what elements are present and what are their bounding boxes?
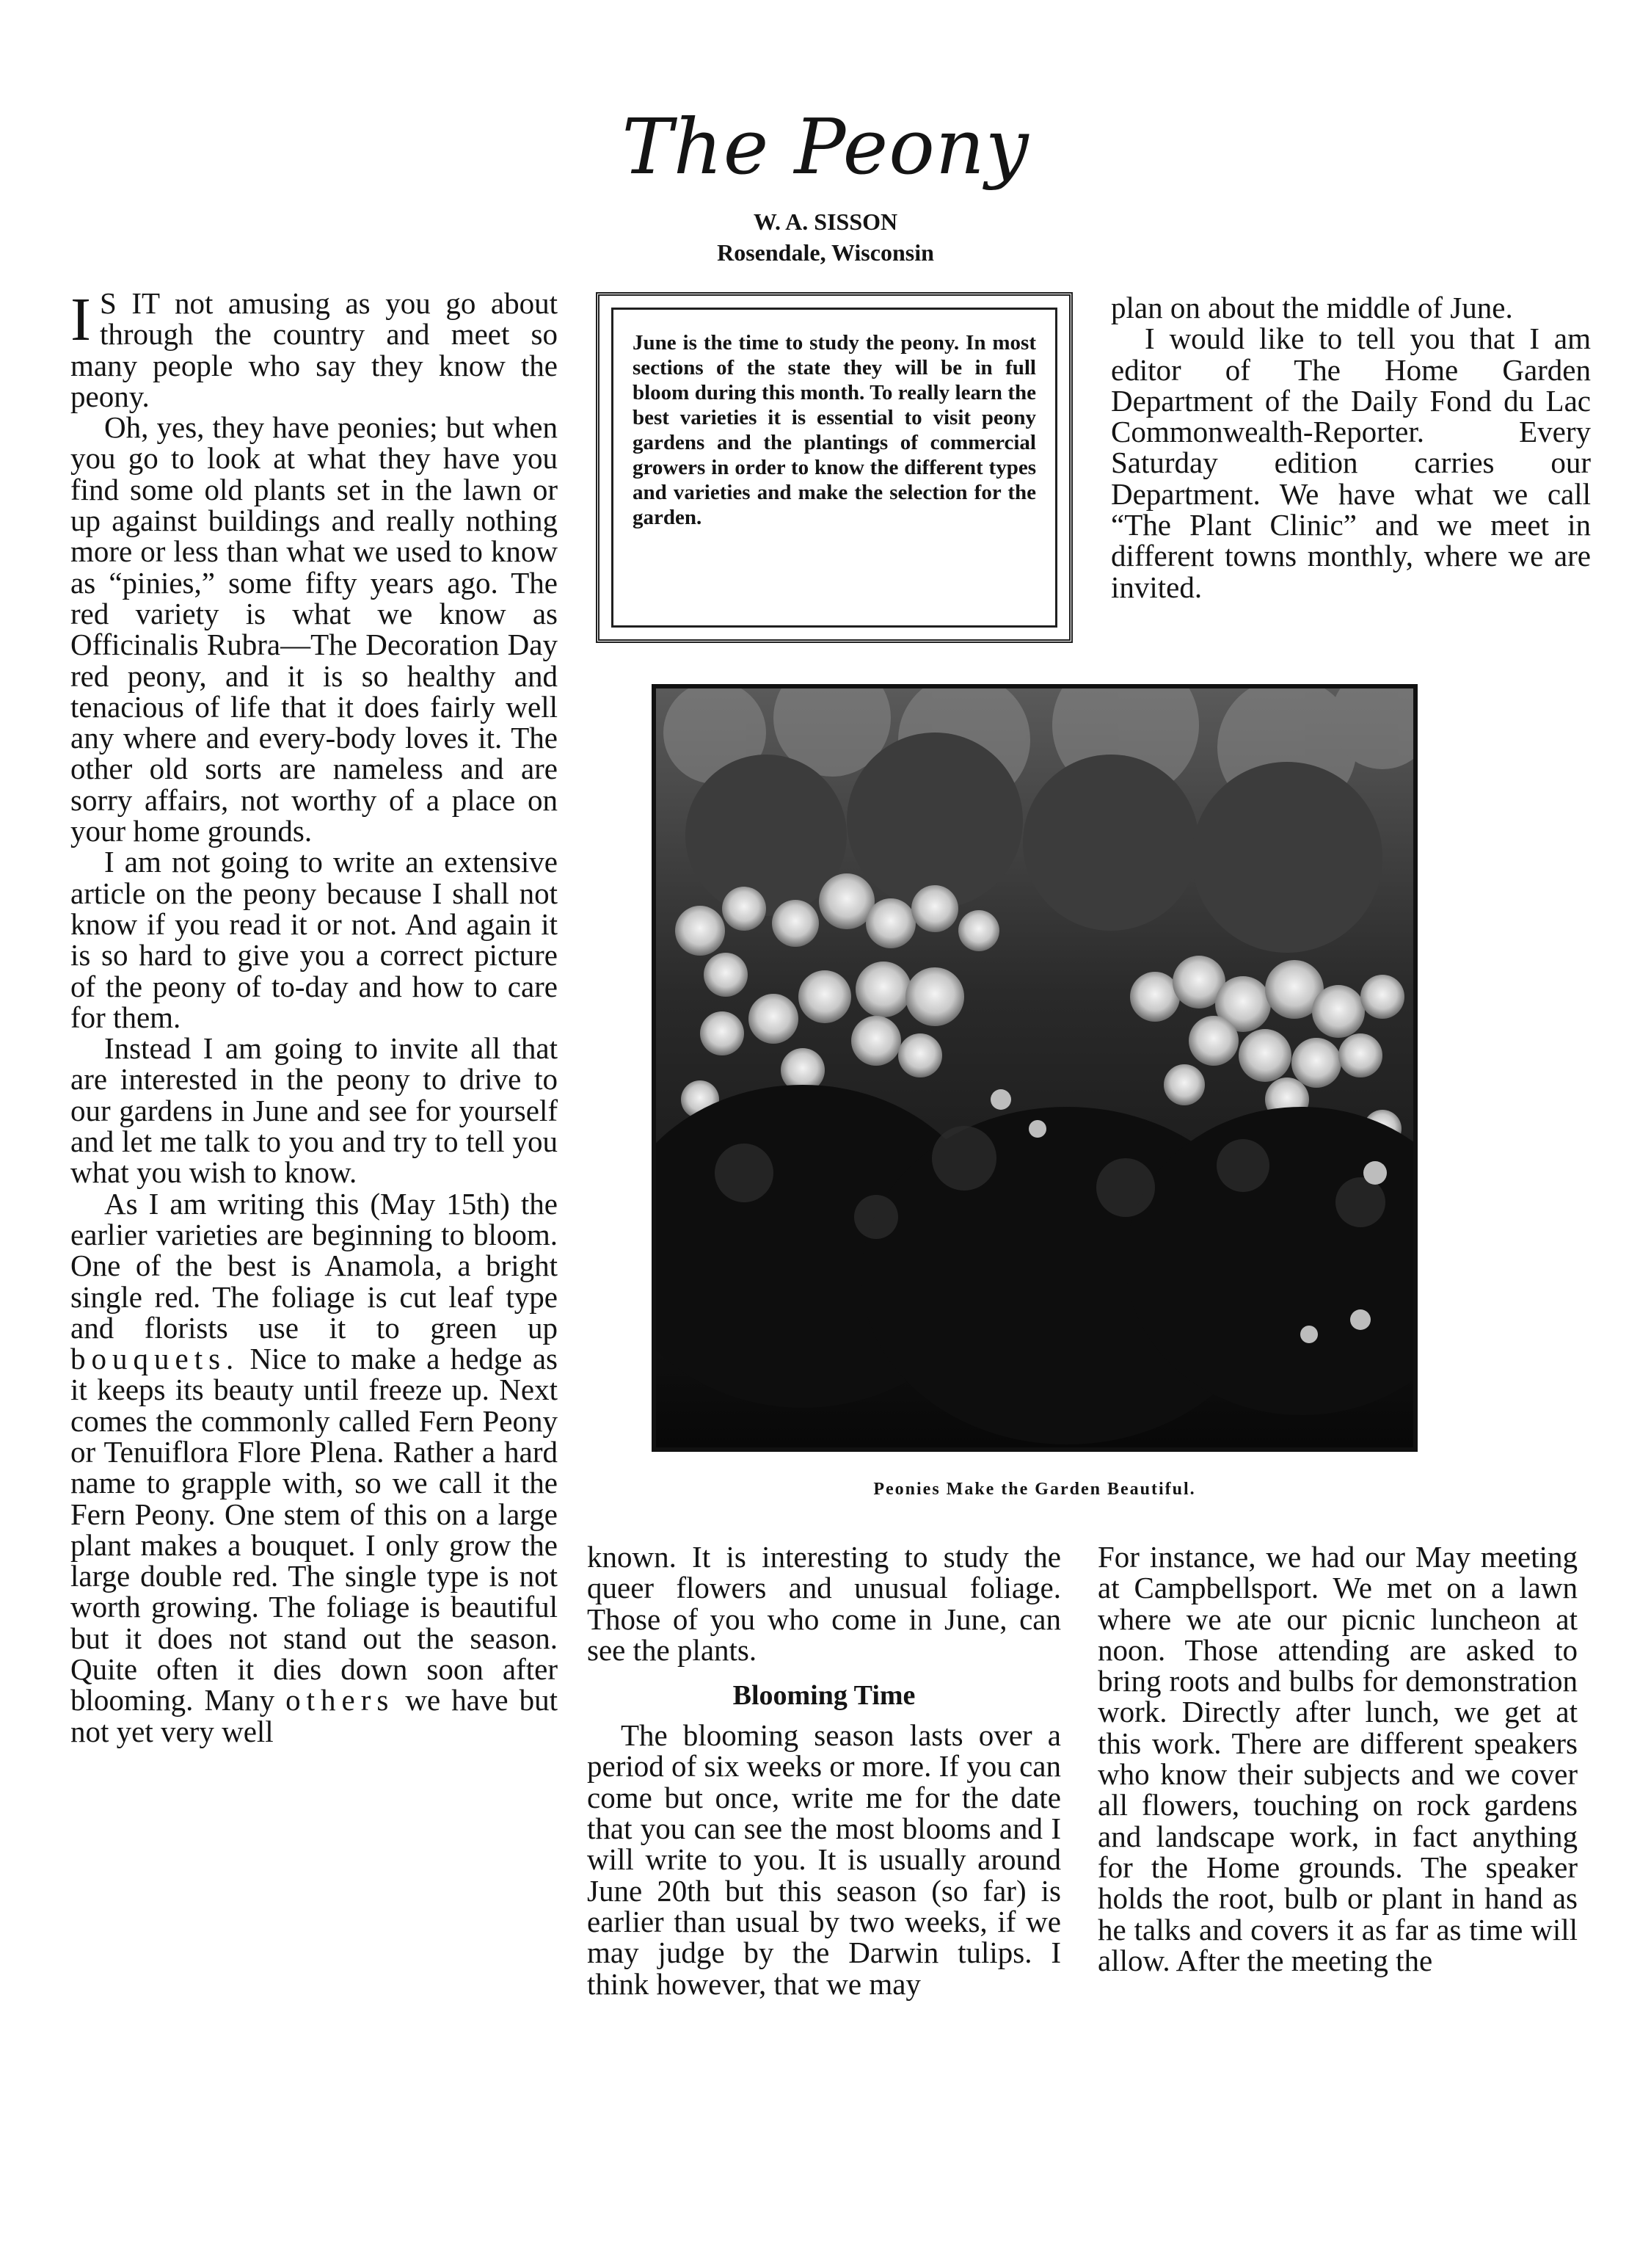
column-middle [587, 1541, 1061, 1999]
callout-box [596, 292, 1073, 643]
peony-garden-photo [652, 684, 1418, 1452]
paragraph-text: Nice to make a hedge as it keeps its beauty until freeze up. Next comes the commonly called Fern Peony or Tenuiflora Flore Plena. Rather a hard name to grapple with, so we call it the Fern Peony. One stem of this on a large plant makes a bouquet. I only grow the large double red. The single type is not worth growing. The foliage is beautiful but it does not stand out the season. Quite often it dies down soon after blooming. Many [70, 1342, 558, 1718]
paragraph: I am not going to write an extensive article on the peony because I shall not know if you read it or not. And again it is so hard to give you a correct picture of the peony of to-day and how to care for them. [70, 845, 558, 1034]
author-location: Rosendale, Wisconsin [717, 239, 934, 266]
photo-caption: Peonies Make the Garden Beautiful. [873, 1480, 1196, 1499]
paragraph-text: others [285, 1683, 395, 1718]
column-left [70, 288, 558, 1747]
article-title: The Peony [622, 102, 1029, 192]
paragraph [70, 288, 558, 412]
paragraph: Oh, yes, they have peonies; but when you go to look at what they have you find some old plants set in the lawn or up against buildings and really nothing more or less than what we used to know as “pinies,” some fifty years ago. The red variety is what we know as Officinalis Rubra—The Decoration Day red peony, and it is so healthy and tenacious of life that it does fairly well any where and every-body loves it. The other old sorts are nameless and are sorry affairs, not worthy of a place on your home grounds. [70, 410, 558, 848]
paragraph: Instead I am going to invite all that are interested in the peony to drive to our gardens in June and see for yourself and let me talk to you and try to tell you what you wish to know. [70, 1031, 558, 1190]
paragraph-text: As I am writing this (May 15th) the earlier varieties are beginning to bloom. One of the best is Anamola, a bright single red. The foliage is cut leaf type and florists use it to green up [70, 1186, 558, 1345]
paragraph: known. It is interesting to study the queer flowers and unusual foliage. Those of you who come in June, can see the plants. [587, 1540, 1061, 1667]
drop-cap: I [70, 286, 91, 354]
section-heading: Blooming Time [732, 1680, 916, 1712]
author-name: W. A. SISSON [753, 208, 898, 235]
paragraph [70, 1188, 558, 1747]
paragraph-text: we have but not yet very well [70, 1683, 558, 1748]
photo-illustration [656, 688, 1413, 1447]
paragraph-text: S IT not amusing as you go about through the country and meet so many people who say they know the peony. [70, 286, 558, 413]
paragraph: For instance, we had our May meeting at Campbellsport. We met on a lawn where we ate our picnic luncheon at noon. Those attending are asked to bring roots and bulbs for demonstration work. Directly after lunch, we get at this work. There are different speakers who know their subjects and we cover all flowers, touching on rock gardens and landscape work, in fact anything for the Home grounds. The speaker holds the root, bulb or plant in hand as he talks and covers it as far as time will allow. After the meeting the [1098, 1540, 1578, 1977]
paragraph: I would like to tell you that I am editor of The Home Garden Department of the Daily Fond du Lac Commonwealth-Reporter. Every Saturday edition carries our Department. We have what we call “The Plant Clinic” and we meet in different towns monthly, where we are invited. [1111, 321, 1591, 604]
column-top-right [1111, 292, 1591, 603]
paragraph-text: bouquets. [70, 1342, 240, 1376]
column-right [1098, 1541, 1578, 1976]
paragraph: plan on about the middle of June. [1111, 291, 1513, 324]
callout-text: June is the time to study the peony. In most sections of the state they will be in full bloom during this month. To really learn the best varieties it is essential to visit peony gardens and the plantings of commercial growers in order to know the different types and varieties and make the selection for the garden. [611, 308, 1057, 628]
paragraph: The blooming season lasts over a period of six weeks or more. If you can come but once, write me for the date that you can see the most blooms and I will write to you. It is usually around June 20th but this season (so far) is earlier than usual by two weeks, if we may judge by the Darwin tulips. I think however, that we may [587, 1718, 1061, 2001]
